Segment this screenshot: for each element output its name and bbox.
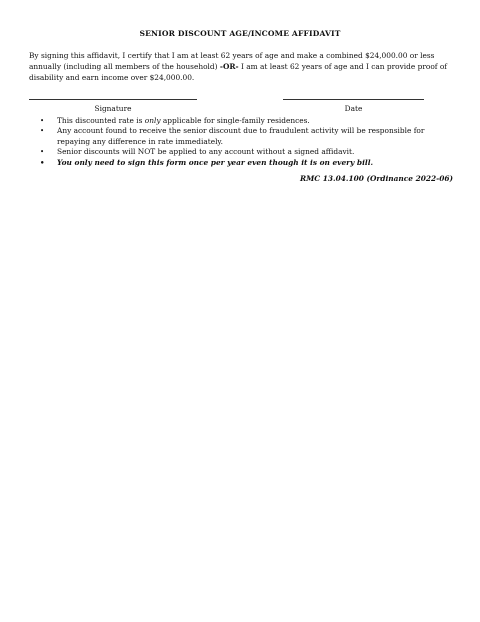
document-title: SENIOR DISCOUNT AGE/INCOME AFFIDAVIT [139,29,341,38]
list-item [40,116,455,126]
bullet-text: You only need to sign this form once per year even though it is on every bill. [57,157,374,167]
bullet-icon: • [40,117,45,125]
ordinance-reference: RMC 13.04.100 (Ordinance 2022-06) [299,174,453,183]
bullet-text: Senior discounts will NOT be applied to any account without a signed affidavit. [57,147,355,157]
bullet-icon: • [40,157,45,167]
list-item [40,158,455,168]
or-separator: -OR- [219,62,239,71]
bullet-text: This discounted rate is [57,116,145,125]
certification-paragraph [29,50,454,83]
conditions-list [40,116,455,168]
list-item [40,126,455,147]
list-item [40,147,455,157]
certification-text-part1: By signing this affidavit, I certify that I am at least 62 years of age and make a combined $24,000.00 or less annually (including all members of the household) [29,51,435,71]
bullet-text: applicable for single-family residences. [160,116,310,125]
date-label: Date [344,104,363,113]
signature-line[interactable] [29,99,197,101]
signature-label: Signature [94,104,132,113]
certification-text-part2: I am at least 62 years of age and I can provide proof of disability and earn income over $24,000.00. [29,62,448,82]
bullet-text: Any account found to receive the senior discount due to fraudulent activity will be responsible for repaying any difference in rate immediately. [57,126,425,146]
date-line[interactable] [283,99,424,101]
bullet-icon: • [40,148,45,157]
bullet-icon: • [40,127,45,136]
emphasis-only: only [144,116,161,125]
